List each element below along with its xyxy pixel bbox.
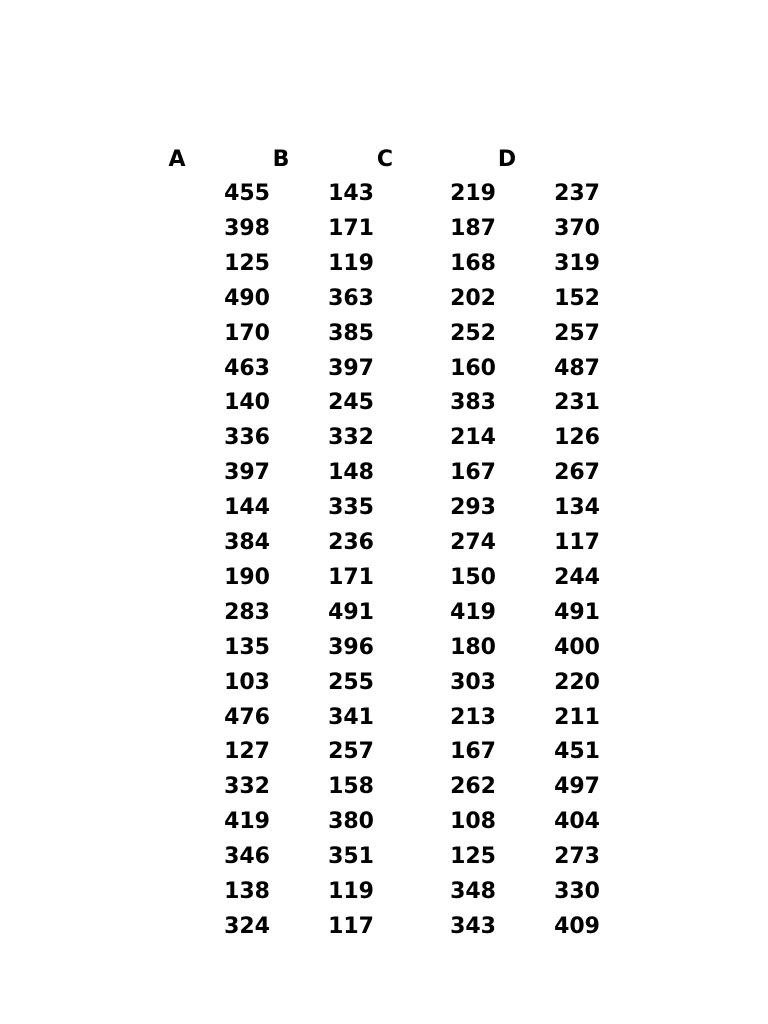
table-cell: 274 xyxy=(450,530,496,555)
table-cell: 152 xyxy=(554,285,600,311)
table-cell: 351 xyxy=(328,844,374,870)
table-cell: 384 xyxy=(224,530,270,555)
table-cell: 363 xyxy=(328,285,374,311)
table-row xyxy=(0,878,768,906)
table-row xyxy=(0,808,768,836)
table-cell: 220 xyxy=(554,669,600,695)
table-row xyxy=(0,843,768,871)
table-cell: 398 xyxy=(224,215,270,241)
table-cell: 455 xyxy=(224,181,270,206)
table-row xyxy=(0,180,768,208)
table-cell: 236 xyxy=(328,530,374,555)
table-row xyxy=(0,599,768,627)
table-cell: 319 xyxy=(554,250,600,276)
table-cell: 211 xyxy=(554,704,600,730)
table-cell: 117 xyxy=(554,530,600,555)
table-row xyxy=(0,355,768,383)
table-cell: 490 xyxy=(224,285,270,311)
table-cell: 213 xyxy=(450,704,496,730)
table-cell: 167 xyxy=(450,460,496,486)
table-cell: 167 xyxy=(450,739,496,765)
table-cell: 148 xyxy=(328,460,374,486)
table-cell: 126 xyxy=(554,425,600,451)
table-cell: 497 xyxy=(554,774,600,800)
table-cell: 143 xyxy=(328,181,374,206)
table-cell: 346 xyxy=(224,844,270,870)
table-cell: 476 xyxy=(224,704,270,730)
table-cell: 231 xyxy=(554,390,600,416)
table-cell: 244 xyxy=(554,564,600,590)
table-cell: 397 xyxy=(224,460,270,486)
table-cell: 324 xyxy=(224,913,270,939)
table-cell: 160 xyxy=(450,355,496,381)
table-row xyxy=(0,564,768,592)
table-cell: 252 xyxy=(450,320,496,346)
table-cell: 487 xyxy=(554,355,600,381)
column-header-b: B xyxy=(272,147,290,172)
table-cell: 451 xyxy=(554,739,600,765)
table-cell: 409 xyxy=(554,913,600,939)
table-row xyxy=(0,424,768,452)
table-cell: 370 xyxy=(554,215,600,241)
table-cell: 190 xyxy=(224,564,270,590)
table-row xyxy=(0,285,768,313)
table-cell: 108 xyxy=(450,809,496,835)
table-cell: 140 xyxy=(224,390,270,416)
table-cell: 119 xyxy=(328,879,374,904)
table-cell: 125 xyxy=(450,844,496,870)
table-cell: 127 xyxy=(224,739,270,765)
table-cell: 257 xyxy=(328,739,374,765)
table-cell: 255 xyxy=(328,669,374,695)
table-cell: 383 xyxy=(450,390,496,416)
table-cell: 171 xyxy=(328,215,374,241)
table-cell: 341 xyxy=(328,704,374,730)
table-cell: 262 xyxy=(450,774,496,800)
table-cell: 125 xyxy=(224,250,270,276)
table-cell: 245 xyxy=(328,390,374,416)
table-cell: 237 xyxy=(554,181,600,206)
table-cell: 332 xyxy=(328,425,374,451)
table-cell: 103 xyxy=(224,669,270,695)
table-cell: 119 xyxy=(328,250,374,276)
table-row xyxy=(0,704,768,732)
table-cell: 187 xyxy=(450,215,496,241)
table-row xyxy=(0,634,768,662)
table-cell: 385 xyxy=(328,320,374,346)
table-cell: 343 xyxy=(450,913,496,939)
table-cell: 335 xyxy=(328,495,374,521)
table-cell: 171 xyxy=(328,564,374,590)
table-cell: 303 xyxy=(450,669,496,695)
table-row xyxy=(0,250,768,278)
table-cell: 180 xyxy=(450,634,496,660)
table-cell: 396 xyxy=(328,634,374,660)
table-row xyxy=(0,215,768,243)
table-cell: 273 xyxy=(554,844,600,870)
table-cell: 267 xyxy=(554,460,600,486)
table-cell: 404 xyxy=(554,809,600,835)
table-cell: 134 xyxy=(554,495,600,521)
table-cell: 419 xyxy=(450,599,496,625)
table-cell: 397 xyxy=(328,355,374,381)
table-cell: 419 xyxy=(224,809,270,835)
table-row xyxy=(0,459,768,487)
table-cell: 348 xyxy=(450,879,496,904)
table-row xyxy=(0,669,768,697)
table-cell: 138 xyxy=(224,879,270,904)
column-header-c: C xyxy=(376,147,394,172)
table-cell: 158 xyxy=(328,774,374,800)
table-cell: 380 xyxy=(328,809,374,835)
table-cell: 168 xyxy=(450,250,496,276)
table-cell: 257 xyxy=(554,320,600,346)
table-cell: 332 xyxy=(224,774,270,800)
column-header-a: A xyxy=(168,147,186,172)
table-cell: 144 xyxy=(224,495,270,521)
table-cell: 400 xyxy=(554,634,600,660)
table-cell: 219 xyxy=(450,181,496,206)
table-cell: 135 xyxy=(224,634,270,660)
table-cell: 491 xyxy=(554,599,600,625)
column-header-d: D xyxy=(497,147,517,172)
table-cell: 463 xyxy=(224,355,270,381)
table-cell: 330 xyxy=(554,879,600,904)
table-row xyxy=(0,389,768,417)
table-cell: 283 xyxy=(224,599,270,625)
table-cell: 293 xyxy=(450,495,496,521)
table-cell: 202 xyxy=(450,285,496,311)
table-row xyxy=(0,913,768,941)
table-row xyxy=(0,529,768,557)
table-row xyxy=(0,320,768,348)
table-cell: 214 xyxy=(450,425,496,451)
table-cell: 336 xyxy=(224,425,270,451)
table-cell: 491 xyxy=(328,599,374,625)
table-row xyxy=(0,738,768,766)
table-cell: 150 xyxy=(450,564,496,590)
table-row xyxy=(0,773,768,801)
table-cell: 170 xyxy=(224,320,270,346)
table-row xyxy=(0,494,768,522)
table-cell: 117 xyxy=(328,913,374,939)
